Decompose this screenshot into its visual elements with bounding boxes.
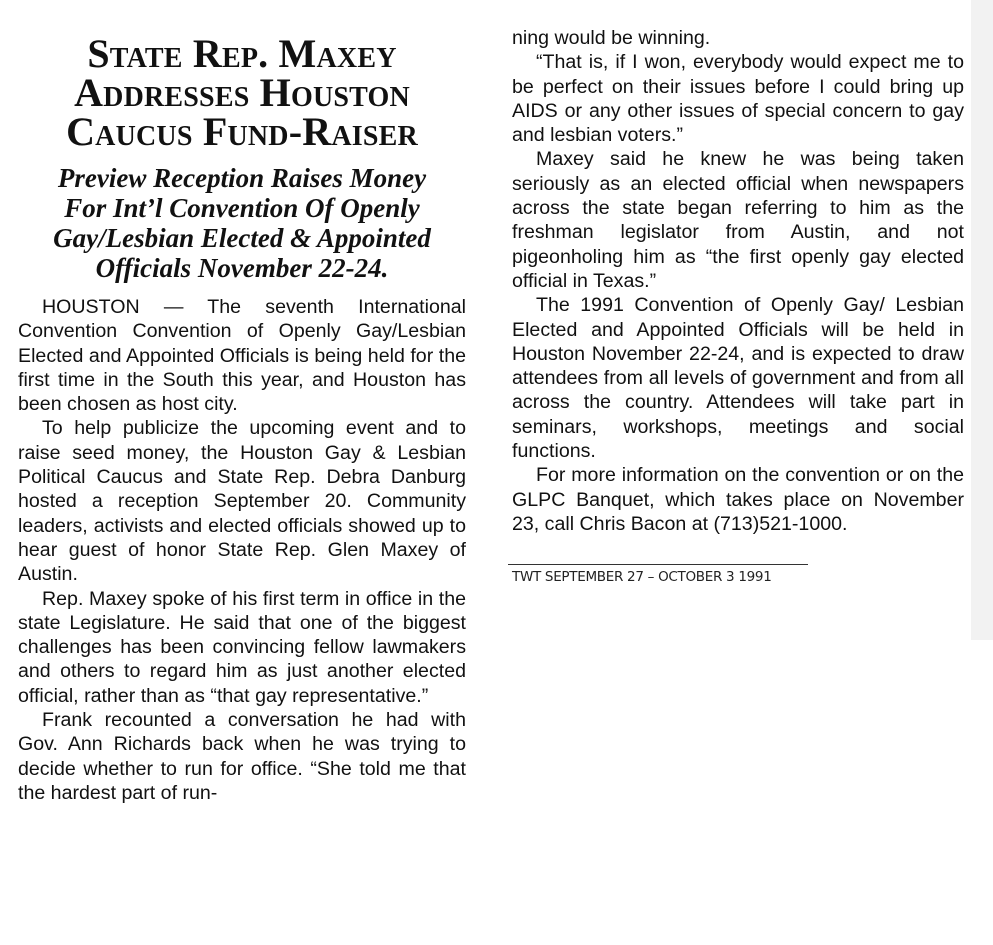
article-right-column — [512, 26, 964, 585]
paragraph-4: Frank recounted a conversation he had with Gov. Ann Richards back when he was trying to decide whether to run for office. “She told me that the hardest part of run- — [18, 709, 466, 804]
article-subheadline — [18, 163, 466, 283]
subheadline-line-1: Preview Reception Raises Money — [57, 163, 427, 193]
paragraph-1: HOUSTON — The seventh International Convention Convention of Openly Gay/Lesbian Elected and Appointed Officials is being held for the first time in the South this year, and Houston has been chosen as host city. — [18, 296, 466, 416]
page-edge-strip — [971, 0, 993, 640]
subheadline-line-4: Officials November 22-24. — [95, 253, 389, 283]
footer-divider — [508, 564, 808, 565]
subheadline-line-2: For Int’l Convention Of Openly — [64, 193, 420, 223]
paragraph-7: The 1991 Convention of Openly Gay/ Lesbian Elected and Appointed Officials will be held in Houston November 22-24, and is expected to draw attendees from all levels of government and from all across the country. Attendees will take part in seminars, workshops, meetings and social functions. — [512, 294, 964, 463]
paragraph-8: For more information on the convention or on the GLPC Banquet, which takes place on November 23, call Chris Bacon at (713)521-1000. — [512, 464, 964, 535]
headline-line-3: Caucus Fund-Raiser — [66, 109, 418, 154]
headline-line-1: State Rep. Maxey — [87, 31, 397, 76]
body-text-right — [512, 26, 964, 536]
paragraph-3: Rep. Maxey spoke of his first term in office in the state Legislature. He said that one of the biggest challenges has been convincing fellow lawmakers and others to regard him as just another elected official, rather than as “that gay representative.” — [18, 587, 466, 707]
body-text-left — [18, 295, 466, 805]
article-left-column — [18, 30, 466, 805]
paragraph-6: Maxey said he knew he was being taken seriously as an elected official when newspapers across the state began referring to him as the freshman legislator from Austin, and not pigeonholing him as “the first openly gay elected official in Texas.” — [512, 148, 964, 292]
headline-line-2: Addresses Houston — [74, 70, 410, 115]
paragraph-2: To help publicize the upcoming event and to raise seed money, the Houston Gay & Lesbian Political Caucus and State Rep. Debra Danburg hosted a reception September 20. Community leaders, activists and elected officials showed up to hear guest of honor State Rep. Glen Maxey of Austin. — [18, 417, 466, 586]
article-headline — [18, 31, 466, 154]
paragraph-5: “That is, if I won, everybody would expect me to be perfect on their issues before I could bring up AIDS or any other issues of special concern to gay and lesbian voters.” — [512, 51, 964, 147]
publication-dateline: TWT SEPTEMBER 27 – OCTOBER 3 1991 — [512, 569, 772, 586]
paragraph-4-continued: ning would be winning. — [512, 27, 711, 49]
subheadline-line-3: Gay/Lesbian Elected & Appointed — [53, 223, 431, 253]
